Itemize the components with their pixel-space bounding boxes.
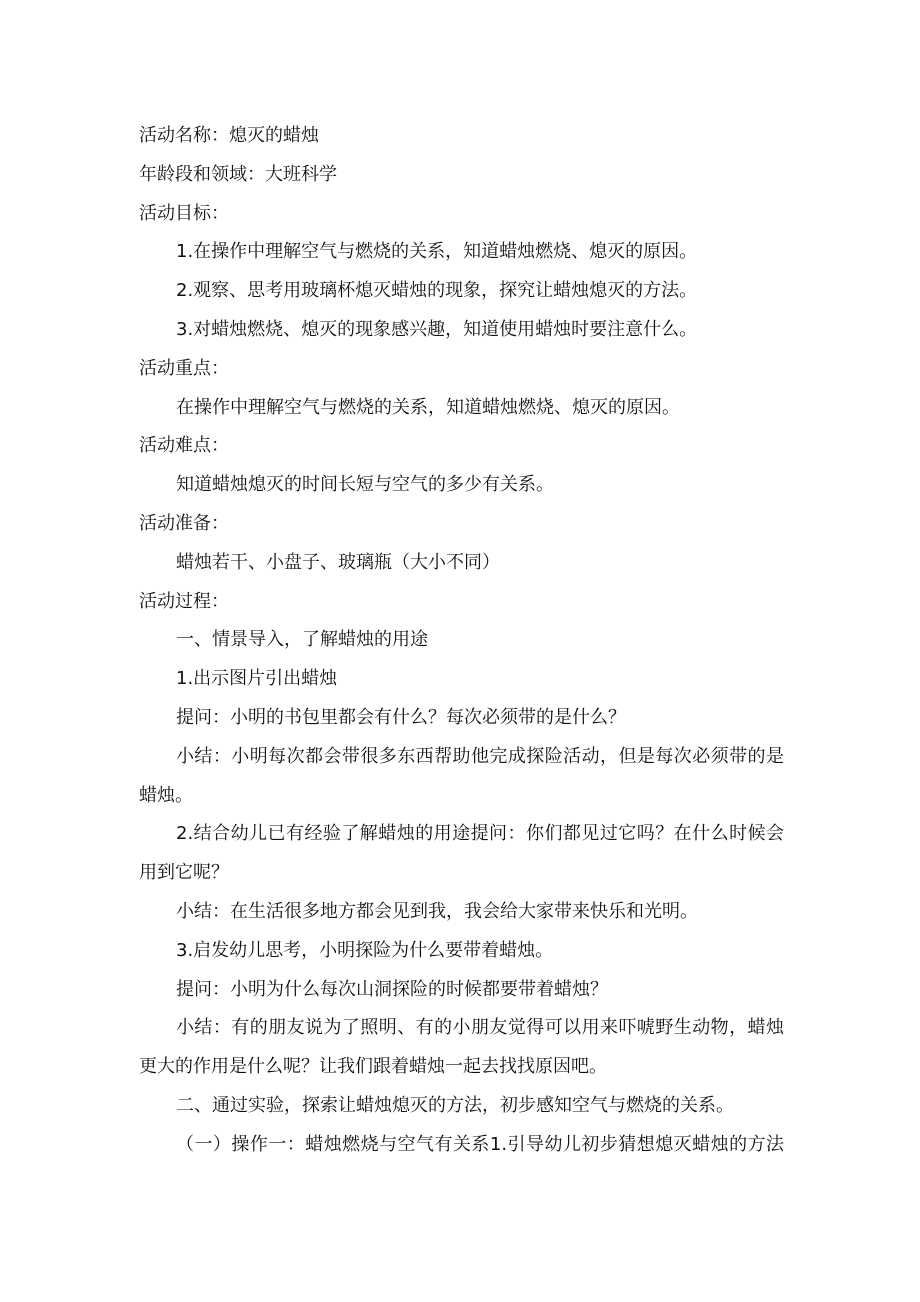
question-3: 提问：小明为什么每次山洞探险的时候都要带着蜡烛？ [176, 978, 608, 1000]
summary-1-line-2: 蜡烛。 [139, 784, 193, 806]
goal-item-1: 1.在操作中理解空气与燃烧的关系，知道蜡烛燃烧、熄灭的原因。 [176, 241, 698, 263]
question-1: 提问：小明的书包里都会有什么？每次必须带的是什么？ [176, 706, 626, 728]
summary-2: 小结：在生活很多地方都会见到我，我会给大家带来快乐和光明。 [176, 900, 698, 922]
operation-one-line: （一）操作一：蜡烛燃烧与空气有关系1.引导幼儿初步猜想熄灭蜡烛的方法 [176, 1133, 784, 1155]
key-point-text: 在操作中理解空气与燃烧的关系，知道蜡烛燃烧、熄灭的原因。 [176, 396, 680, 418]
age-domain-line: 年龄段和领域：大班科学 [139, 163, 337, 185]
goal-item-2: 2.观察、思考用玻璃杯熄灭蜡烛的现象，探究让蜡烛熄灭的方法。 [176, 280, 698, 302]
section-one-title: 一、情景导入，了解蜡烛的用途 [176, 629, 428, 651]
document-body [139, 117, 784, 1165]
preparation-text: 蜡烛若干、小盘子、玻璃瓶（大小不同） [176, 551, 500, 573]
step-1-title: 1.出示图片引出蜡烛 [176, 668, 338, 690]
preparation-heading: 活动准备： [139, 512, 229, 534]
difficulty-heading: 活动难点： [139, 435, 229, 457]
step-3-title: 3.启发幼儿思考，小明探险为什么要带着蜡烛。 [176, 939, 554, 961]
summary-3-line-1: 小结：有的朋友说为了照明、有的小朋友觉得可以用来吓唬野生动物，蜡烛 [176, 1017, 784, 1039]
activity-name-line: 活动名称：熄灭的蜡烛 [139, 125, 319, 146]
goals-heading: 活动目标： [139, 202, 229, 224]
key-point-heading: 活动重点： [139, 357, 229, 379]
summary-3-line-2: 更大的作用是什么呢？让我们跟着蜡烛一起去找找原因吧。 [139, 1056, 607, 1078]
goal-item-3: 3.对蜡烛燃烧、熄灭的现象感兴趣，知道使用蜡烛时要注意什么。 [176, 318, 698, 340]
section-two-title: 二、通过实验，探索让蜡烛熄灭的方法，初步感知空气与燃烧的关系。 [176, 1094, 734, 1116]
step-2-line-2: 用到它呢？ [139, 862, 229, 884]
summary-1-line-1: 小结：小明每次都会带很多东西帮助他完成探险活动，但是每次必须带的是 [176, 745, 784, 767]
difficulty-text: 知道蜡烛熄灭的时间长短与空气的多少有关系。 [176, 474, 554, 496]
step-2-line-1: 2.结合幼儿已有经验了解蜡烛的用途提问：你们都见过它吗？在什么时候会 [176, 823, 784, 845]
process-heading: 活动过程： [139, 590, 229, 612]
